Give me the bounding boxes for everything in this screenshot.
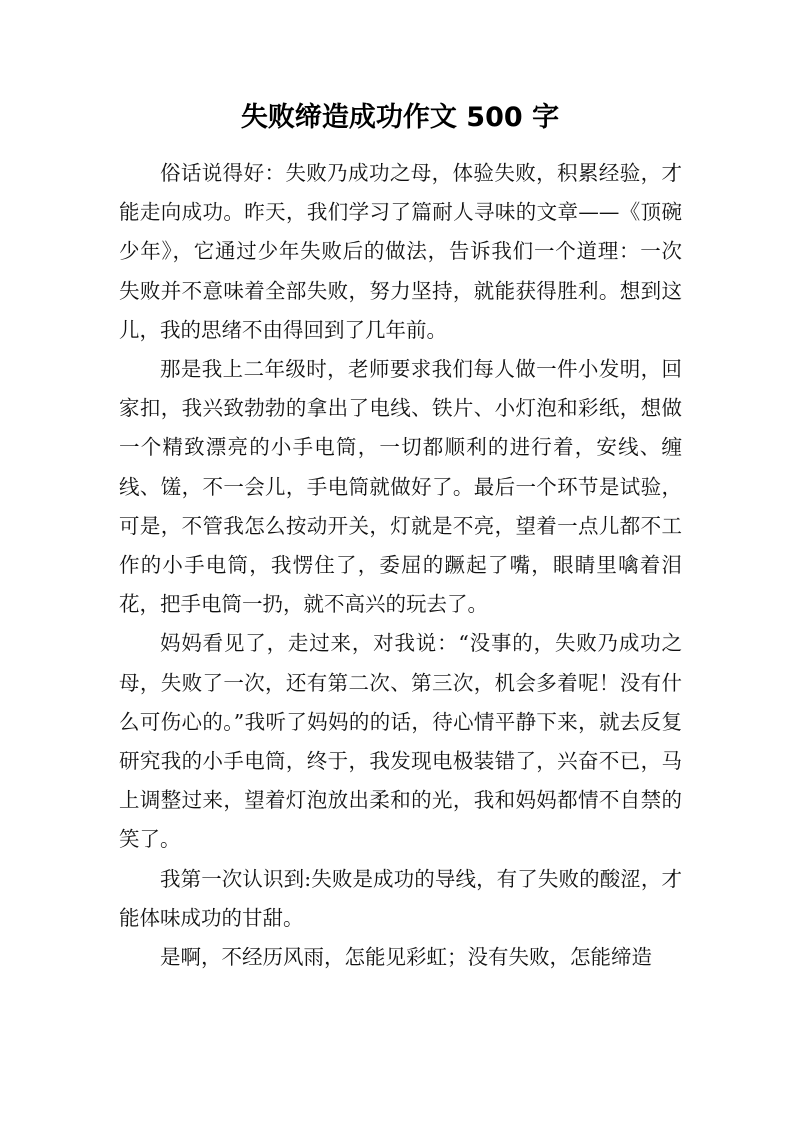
document-body bbox=[119, 154, 682, 977]
document-title: 失败缔造成功作文 500 字 bbox=[240, 102, 560, 133]
paragraph: 妈妈看见了，走过来，对我说：“没事的，失败乃成功之母，失败了一次，还有第二次、第三次，机会多着呢！没有什么可伤心的。”我听了妈妈的的话，待心情平静下来，就去反复研究我的小手电筒，终于，我发现电极装错了，兴奋不已，马上调整过来，望着灯泡放出柔和的光，我和妈妈都情不自禁的笑了。 bbox=[119, 631, 682, 852]
paragraph: 俗话说得好：失败乃成功之母，体验失败，积累经验，才能走向成功。昨天，我们学习了篇耐人寻味的文章——《顶碗少年》，它通过少年失败后的做法，告诉我们一个道理：一次失败并不意味着全部失败，努力坚持，就能获得胜利。想到这儿，我的思绪不由得回到了几年前。 bbox=[119, 161, 682, 342]
paragraph: 那是我上二年级时，老师要求我们每人做一件小发明，回家扣，我兴致勃勃的拿出了电线、铁片、小灯泡和彩纸，想做一个精致漂亮的小手电筒，一切都顺利的进行着，安线、缠线、馐，不一会儿，手电筒就做好了。最后一个环节是试验，可是，不管我怎么按动开关，灯就是不亮，望着一点儿都不工作的小手电筒，我愣住了，委屈的蹶起了嘴，眼睛里噙着泪花，把手电筒一扔，就不高兴的玩去了。 bbox=[119, 357, 682, 617]
paragraph: 我第一次认识到:失败是成功的导线，有了失败的酸涩，才能体味成功的甘甜。 bbox=[119, 866, 682, 930]
paragraph: 是啊，不经历风雨，怎能见彩虹；没有失败，怎能缔造 bbox=[160, 945, 652, 970]
